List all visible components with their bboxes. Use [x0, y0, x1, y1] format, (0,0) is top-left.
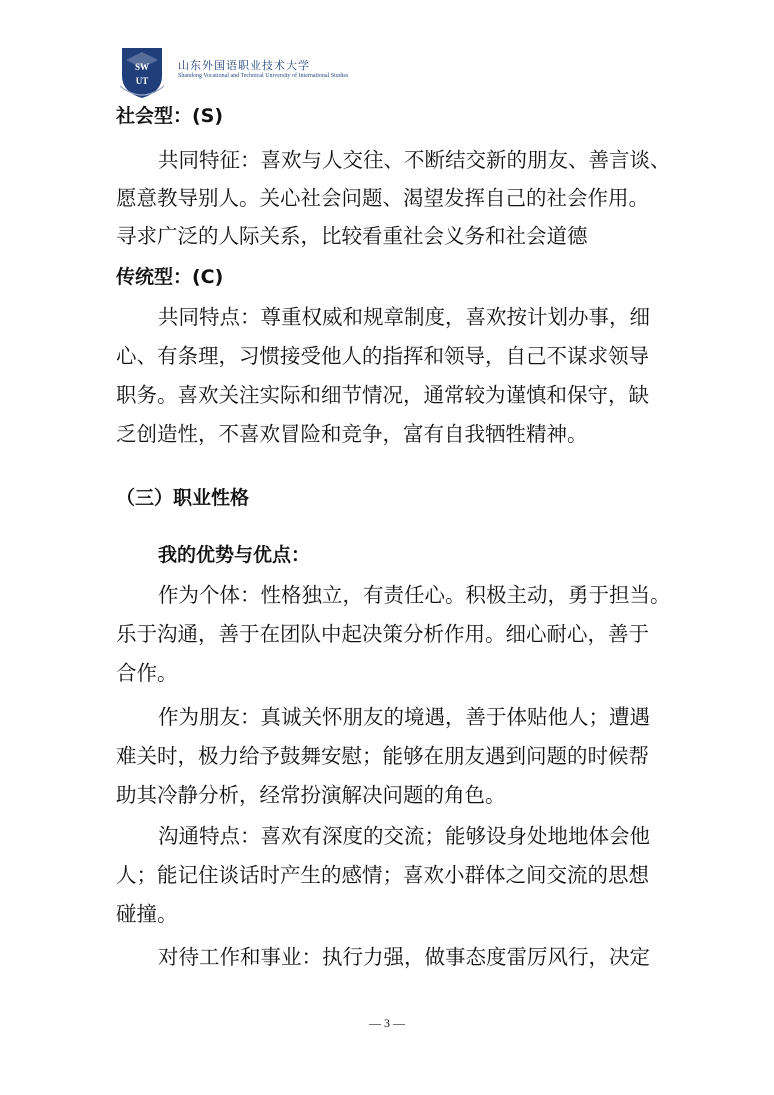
- paragraph-line: 乏创造性，不喜欢冒险和竞争，富有自我牺牲精神。: [116, 422, 588, 446]
- section-heading-career-personality: （三）职业性格: [116, 487, 250, 509]
- paragraph-line: 人；能记住谈话时产生的感情；喜欢小群体之间交流的思想: [116, 863, 649, 887]
- paragraph-line: 心、有条理，习惯接受他人的指挥和领导，自己不谋求领导: [116, 344, 649, 368]
- paragraph-line: 碰撞。: [116, 902, 178, 926]
- svg-text:UT: UT: [135, 76, 149, 86]
- heading-strengths: 我的优势与优点：: [158, 544, 311, 566]
- heading-conventional-type: 传统型：(C): [116, 266, 224, 288]
- paragraph-line: 共同特征：喜欢与人交往、不断结交新的朋友、善言谈、: [158, 148, 671, 172]
- svg-text:SW: SW: [134, 62, 150, 72]
- paragraph-line: 乐于沟通，善于在团队中起决策分析作用。细心耐心，善于: [116, 622, 649, 646]
- paragraph-line: 难关时，极力给予鼓舞安慰；能够在朋友遇到问题的时候帮: [116, 744, 649, 768]
- paragraph-line: 寻求广泛的人际关系，比较看重社会义务和社会道德: [116, 224, 588, 248]
- university-name-en: Shandong Vocational and Technical University of International Studies: [178, 73, 349, 79]
- heading-social-type: 社会型：(S): [116, 105, 224, 127]
- page-header: [118, 46, 418, 100]
- paragraph-line: 职务。喜欢关注实际和细节情况，通常较为谨慎和保守，缺: [116, 383, 649, 407]
- university-logo: [118, 46, 166, 100]
- university-name-cn: 山东外国语职业技术大学: [178, 59, 310, 72]
- paragraph-line: 沟通特点：喜欢有深度的交流；能够设身处地地体会他: [158, 824, 650, 848]
- paragraph-line: 助其冷静分析，经常扮演解决问题的角色。: [116, 783, 506, 807]
- paragraph-line: 作为个体：性格独立，有责任心。积极主动，勇于担当。: [158, 583, 671, 607]
- paragraph-line: 共同特点：尊重权威和规章制度，喜欢按计划办事，细: [158, 305, 650, 329]
- paragraph-line: 对待工作和事业：执行力强，做事态度雷厉风行，决定: [158, 945, 650, 969]
- paragraph-line: 作为朋友：真诚关怀朋友的境遇，善于体贴他人；遭遇: [158, 705, 650, 729]
- paragraph-line: 愿意教导别人。关心社会问题、渴望发挥自己的社会作用。: [116, 186, 649, 210]
- page-number: — 3 —: [369, 1016, 405, 1030]
- paragraph-line: 合作。: [116, 661, 178, 685]
